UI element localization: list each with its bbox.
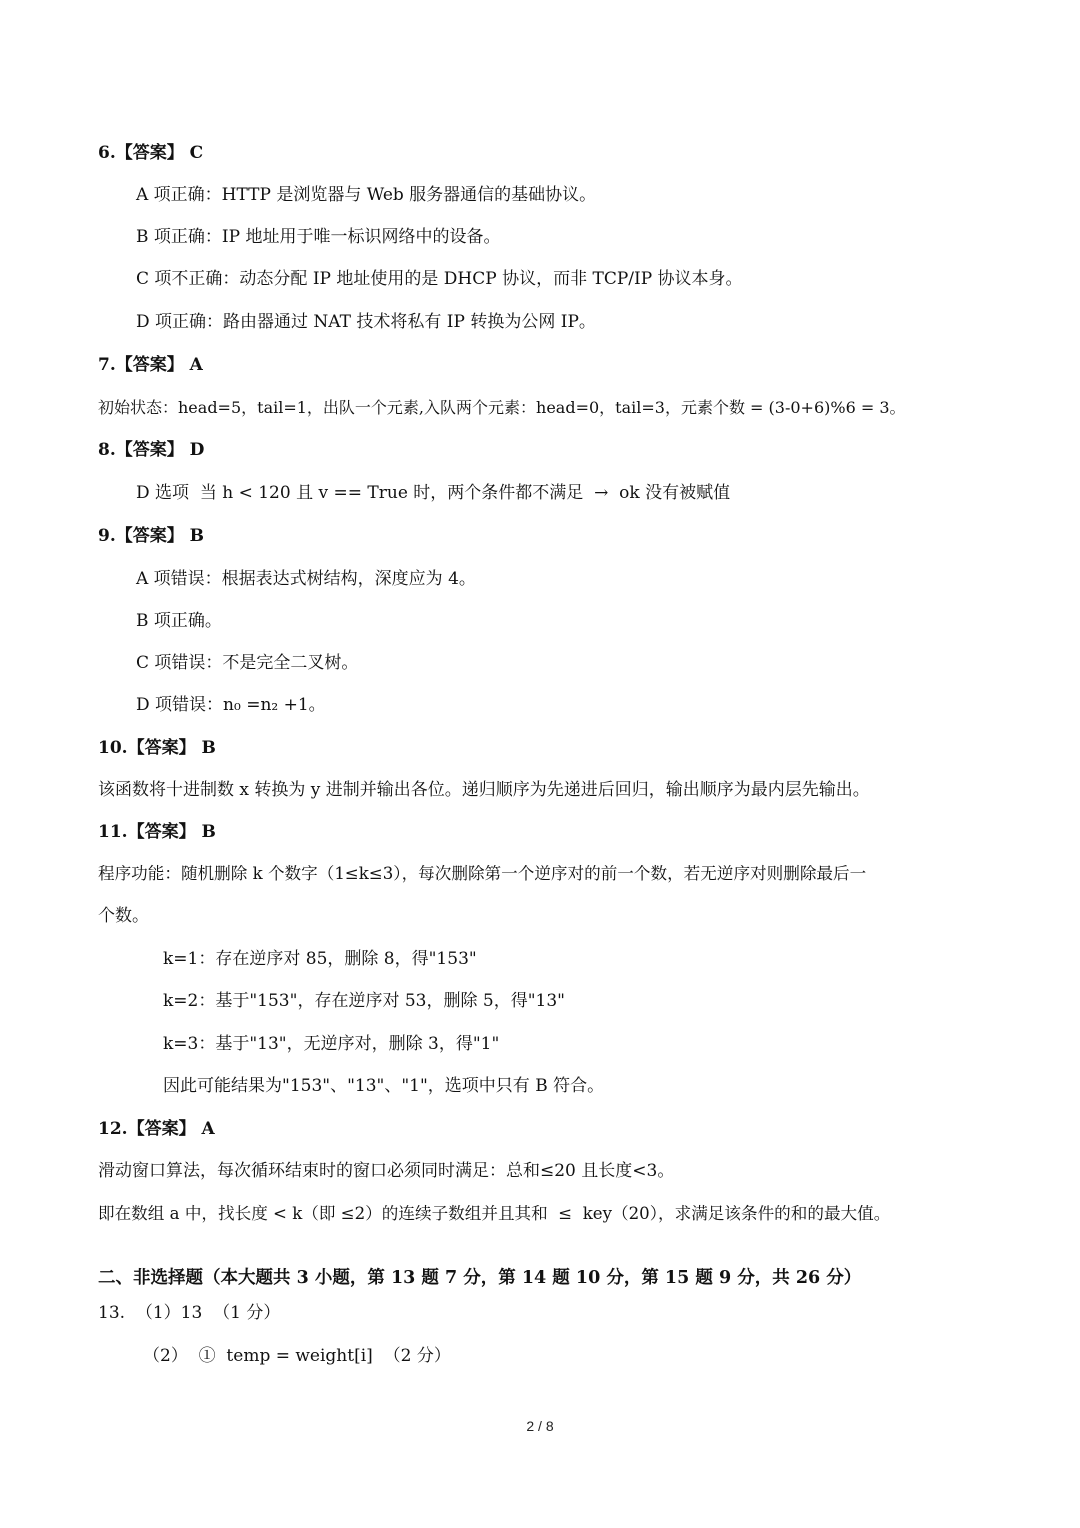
q10-answer-heading: 10.【答案】 B — [98, 738, 216, 758]
q6-option-a: A 项正确：HTTP 是浏览器与 Web 服务器通信的基础协议。 — [136, 185, 597, 205]
q11-explanation-line2: 个数。 — [98, 906, 149, 926]
q7-explanation: 初始状态：head=5，tail=1，出队一个元素,入队两个元素：head=0，tail=3，元素个数 = (3-0+6)%6 = 3。 — [98, 398, 906, 417]
page-number: 2 / 8 — [526, 1418, 554, 1434]
q9-option-b: B 项正确。 — [136, 611, 222, 631]
q9-answer-heading: 9.【答案】 B — [98, 526, 205, 546]
q6-answer-heading: 6.【答案】 C — [98, 143, 204, 163]
q11-answer-heading: 11.【答案】 B — [98, 822, 216, 842]
q13-part2: （2） ① temp = weight[i] （2 分） — [143, 1346, 451, 1366]
q8-answer-heading: 8.【答案】 D — [98, 440, 205, 460]
q6-option-d: D 项正确：路由器通过 NAT 技术将私有 IP 转换为公网 IP。 — [136, 312, 596, 332]
q10-explanation: 该函数将十进制数 x 转换为 y 进制并输出各位。递归顺序为先递进后回归，输出顺序为最内层先输出。 — [98, 780, 870, 800]
q11-case-k3: k=3：基于"13"，无逆序对，删除 3，得"1" — [163, 1034, 500, 1054]
q12-answer-heading: 12.【答案】 A — [98, 1119, 215, 1139]
q6-option-b: B 项正确：IP 地址用于唯一标识网络中的设备。 — [136, 227, 501, 247]
q7-answer-heading: 7.【答案】 A — [98, 355, 203, 375]
q11-explanation-line1: 程序功能：随机删除 k 个数字（1≤k≤3），每次删除第一个逆序对的前一个数，若无逆序对则删除最后一 — [98, 864, 867, 883]
q13-part1: 13. （1）13 （1 分） — [98, 1303, 281, 1323]
q6-option-c: C 项不正确：动态分配 IP 地址使用的是 DHCP 协议，而非 TCP/IP 协议本身。 — [136, 269, 743, 289]
q9-option-a: A 项错误：根据表达式树结构，深度应为 4。 — [136, 569, 476, 589]
q8-explanation: D 选项 当 h < 120 且 v == True 时，两个条件都不满足 → ok 没有被赋值 — [136, 483, 731, 503]
q11-conclusion: 因此可能结果为"153"、"13"、"1"，选项中只有 B 符合。 — [163, 1076, 605, 1096]
q11-case-k2: k=2：基于"153"，存在逆序对 53，删除 5，得"13" — [163, 991, 565, 1011]
q12-explanation-line1: 滑动窗口算法，每次循环结束时的窗口必须同时满足：总和≤20 且长度<3。 — [98, 1161, 675, 1181]
q12-explanation-line2: 即在数组 a 中，找长度 < k（即 ≤2）的连续子数组并且其和 ≤ key（20），求满足该条件的和的最大值。 — [98, 1204, 891, 1223]
q9-option-d: D 项错误：n₀ =n₂ +1。 — [136, 695, 326, 715]
q11-case-k1: k=1：存在逆序对 85，删除 8，得"153" — [163, 949, 477, 969]
q9-option-c: C 项错误：不是完全二叉树。 — [136, 653, 359, 673]
section2-title: 二、非选择题（本大题共 3 小题，第 13 题 7 分，第 14 题 10 分，第 15 题 9 分，共 26 分） — [98, 1268, 862, 1288]
